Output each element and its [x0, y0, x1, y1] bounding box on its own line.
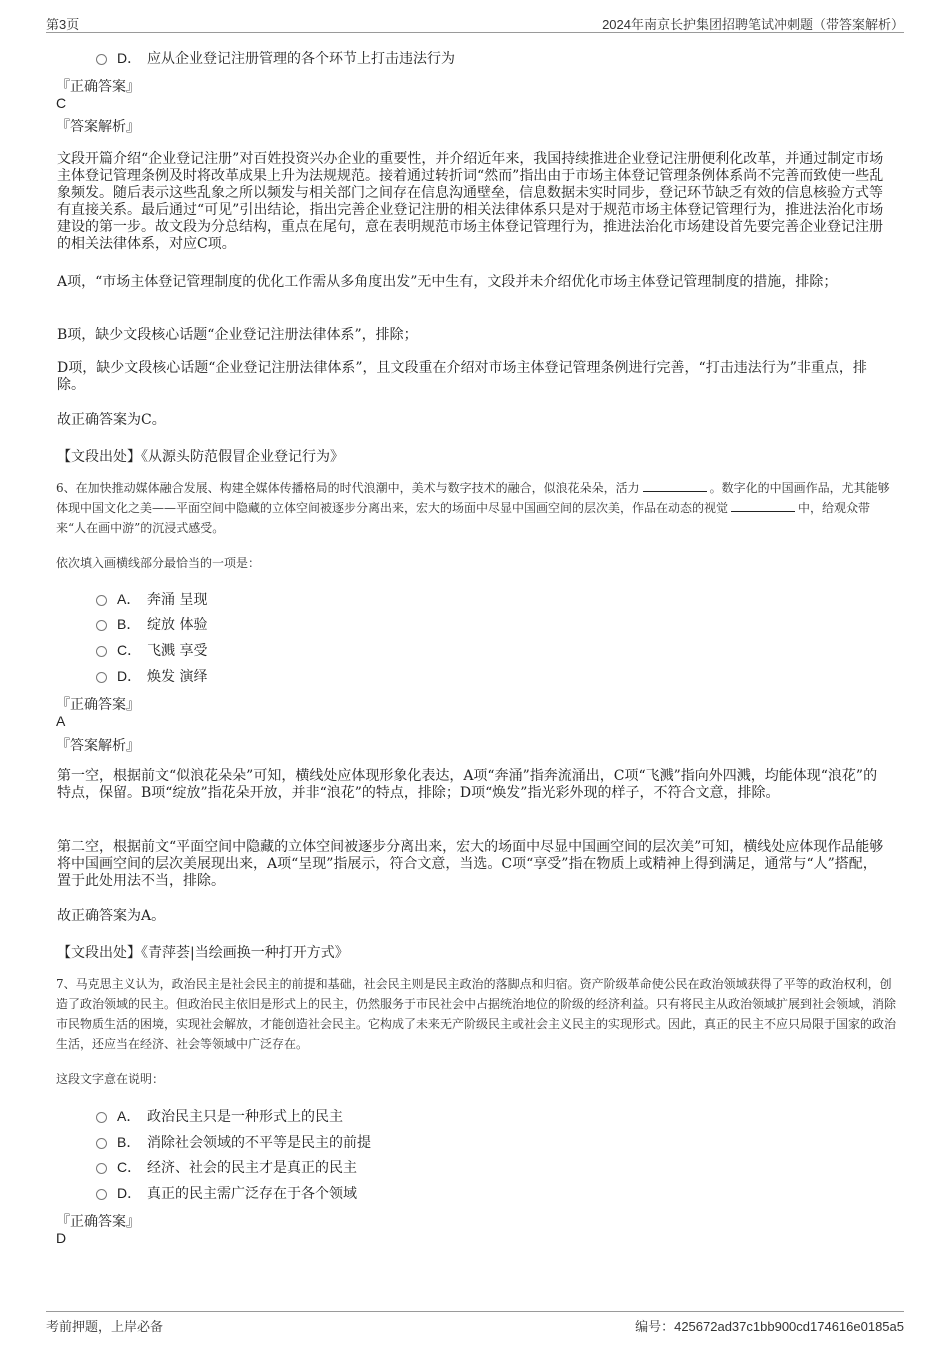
- q5-analysis-p2: A项，“市场主体登记管理制度的优化工作需从多角度出发”无中生有，文段并未介绍优化市场主体登记管理制度的措施，排除；: [57, 274, 838, 290]
- fill-blank: [731, 500, 795, 512]
- q7-answer: D: [56, 1230, 67, 1246]
- radio-icon[interactable]: [96, 595, 107, 606]
- q5-answer-label: 『正确答案』: [56, 79, 140, 95]
- radio-icon[interactable]: [96, 620, 107, 631]
- q7-option-a[interactable]: A． 政治民主只是一种形式上的民主: [96, 1106, 343, 1126]
- radio-icon[interactable]: [96, 1163, 107, 1174]
- q6-option-d[interactable]: D． 焕发 演绎: [96, 666, 207, 686]
- radio-icon[interactable]: [96, 1138, 107, 1149]
- q6-option-a[interactable]: A． 奔涌 呈现: [96, 589, 207, 609]
- footer-slogan: 考前押题，上岸必备: [46, 1320, 164, 1335]
- q7-answer-label: 『正确答案』: [56, 1214, 140, 1230]
- fill-blank: [643, 480, 707, 492]
- q5-analysis-p5: 故正确答案为C。: [57, 412, 166, 428]
- q5-analysis-label: 『答案解析』: [56, 119, 140, 135]
- radio-icon[interactable]: [96, 672, 107, 683]
- page-header: [46, 10, 904, 33]
- q6-analysis-p2: 第二空，根据前文“平面空间中隐藏的立体空间被逐步分离出来，宏大的场面中尽显中国画空间的层次美”可知，横线处应体现作品能够将中国画空间的层次美展现出来，A项“呈现”指展示，符合文意，当选。C项“享受”指在物质上或精神上得到满足，通常与“人”搭配，置于此处用法不当，排除。: [57, 839, 884, 889]
- q6-answer-label: 『正确答案』: [56, 697, 140, 713]
- q5-analysis-p1: 文段开篇介绍“企业登记注册”对百姓投资兴办企业的重要性，并介绍近年来，我国持续推进企业登记注册便利化改革，并通过制定市场主体登记管理条例及时将改革成果上升为法规规范。接着通过转折词“然而”指出由于市场主体登记管理条例体系尚不完善而致使一些乱象频发。随后表示这些乱象之所以频发与相关部门之间存在信息沟通壁垒，信息数据未实时同步，登记环节缺乏有效的信息核验方式等有直接关系。最后通过“可见”引出结论，指出完善企业登记注册的相关法律体系只是对于规范市场主体登记管理行为，推进法治化市场建设的第一步。故文段为分总结构，重点在尾句，意在表明规范市场主体登记管理行为，推进法治化市场建设首先要完善企业登记注册的相关法律体系，对应C项。: [57, 151, 884, 252]
- q5-answer: C: [56, 95, 67, 111]
- q6-answer: A: [56, 713, 66, 729]
- q6-analysis-label: 『答案解析』: [56, 738, 140, 754]
- q7-option-b[interactable]: B． 消除社会领域的不平等是民主的前提: [96, 1132, 371, 1152]
- q6-stem: 6、在加快推动媒体融合发展、构建全媒体传播格局的时代浪潮中，美术与数字技术的融合，似浪花朵朵，活力 。数字化的中国画作品，尤其能够体现中国文化之美——平面空间中隐藏的立体空间被逐步分离出来，宏大的场面中尽显中国画空间的层次美，作品在动态的视觉 中，给观众带来“人在画中游”的沉浸式感受。: [56, 481, 890, 535]
- radio-icon[interactable]: [96, 1189, 107, 1200]
- q5-analysis-p4: D项，缺少文段核心话题“企业登记注册法律体系”，且文段重在介绍对市场主体登记管理条例进行完善，“打击违法行为”非重点，排除。: [57, 360, 867, 393]
- radio-icon[interactable]: [96, 646, 107, 657]
- page-footer: [46, 1311, 904, 1338]
- q5-analysis-p3: B项，缺少文段核心话题“企业登记注册法律体系”，排除；: [57, 327, 418, 343]
- q6-prompt: 依次填入画横线部分最恰当的一项是：: [56, 556, 261, 570]
- radio-icon[interactable]: [96, 1112, 107, 1123]
- q6-source: 【文段出处】《青萍荟|当绘画换一种打开方式》: [57, 945, 349, 961]
- q7-option-d[interactable]: D． 真正的民主需广泛存在于各个领域: [96, 1183, 357, 1203]
- document-title: 2024年南京长护集团招聘笔试冲刺题（带答案解析）: [602, 17, 904, 32]
- q7-option-c[interactable]: C． 经济、社会的民主才是真正的民主: [96, 1157, 357, 1177]
- q5-option-d[interactable]: D． 应从企业登记注册管理的各个环节上打击违法行为: [96, 48, 455, 68]
- q5-source: 【文段出处】《从源头防范假冒企业登记行为》: [57, 449, 344, 465]
- page-number: 第3页: [46, 17, 80, 32]
- document-id: 编号：425672ad37c1bb900cd174616e0185a5: [635, 1319, 904, 1334]
- radio-icon[interactable]: [96, 54, 107, 65]
- q6-analysis-p3: 故正确答案为A。: [57, 908, 166, 924]
- q7-prompt: 这段文字意在说明：: [56, 1072, 165, 1086]
- q6-analysis-p1: 第一空，根据前文“似浪花朵朵”可知，横线处应体现形象化表达，A项“奔涌”指奔流涌出，C项“飞溅”指向外四溅，均能体现“浪花”的特点，保留。B项“绽放”指花朵开放，并非“浪花”的特点，排除；D项“焕发”指光彩外现的样子，不符合文意，排除。: [57, 768, 878, 801]
- q7-stem: 7、马克思主义认为，政治民主是社会民主的前提和基础，社会民主则是民主政治的落脚点和归宿。资产阶级革命使公民在政治领域获得了平等的政治权利，创造了政治领域的民主。但政治民主依旧是形式上的民主，仍然服务于市民社会中占据统治地位的阶级的经济利益。只有将民主从政治领域扩展到社会领域，消除市民物质生活的困境，实现社会解放，才能创造社会民主。它构成了未来无产阶级民主或社会主义民主的实现形式。因此，真正的民主不应只局限于国家的政治生活，还应当在经济、社会等领域中广泛存在。: [56, 977, 897, 1051]
- q6-option-b[interactable]: B． 绽放 体验: [96, 614, 207, 634]
- q6-option-c[interactable]: C． 飞溅 享受: [96, 640, 207, 660]
